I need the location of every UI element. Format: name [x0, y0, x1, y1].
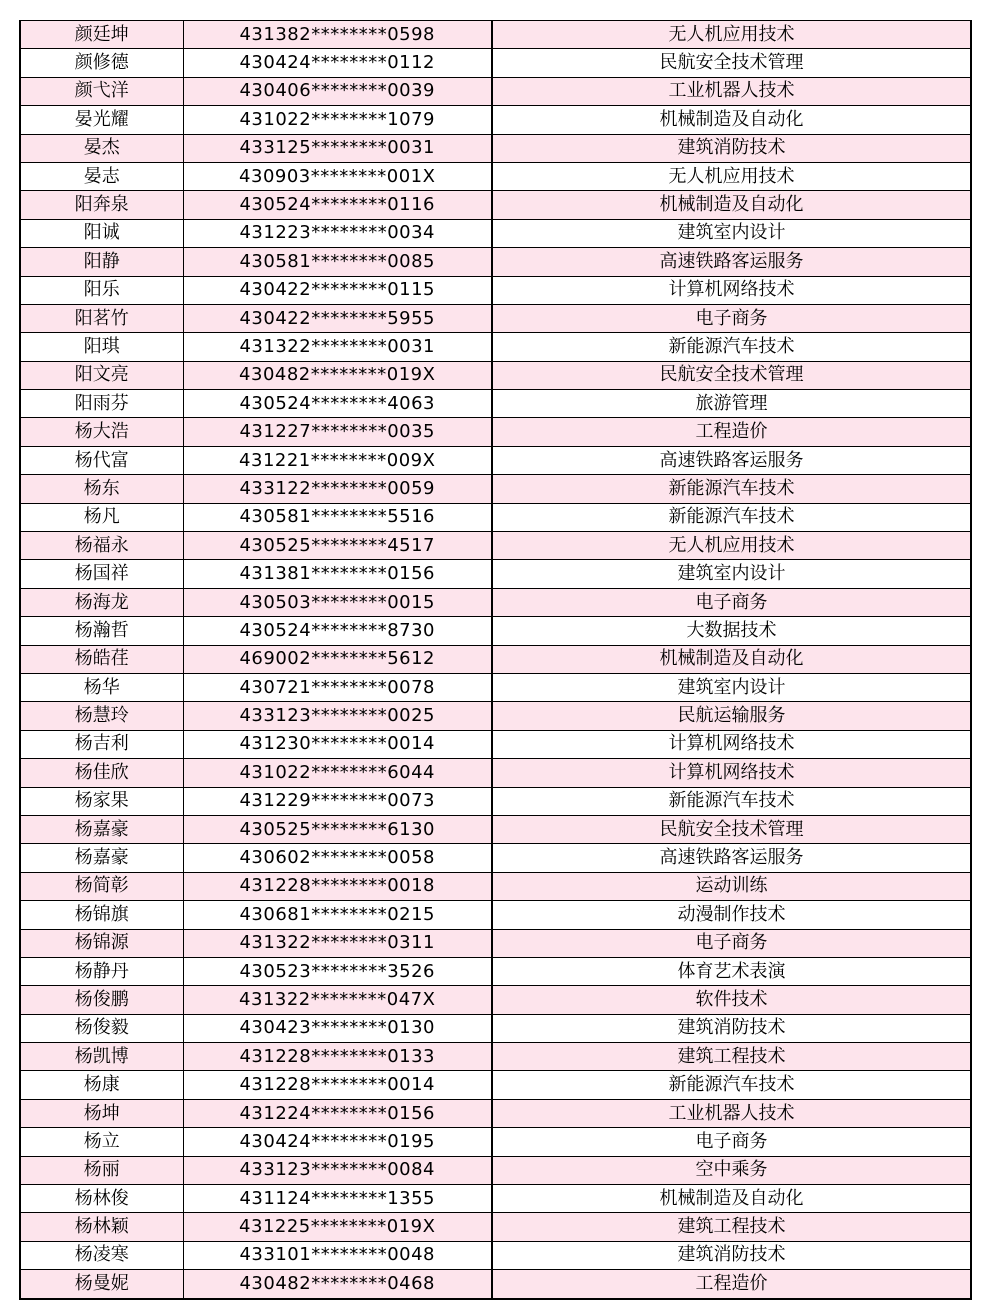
- major-cell: 工程造价: [492, 418, 971, 446]
- name-cell: 杨嘉豪: [20, 844, 183, 872]
- major-cell: 机械制造及自动化: [492, 106, 971, 134]
- id-number-cell: 430524********0116: [183, 191, 492, 219]
- id-number-cell: 431230********0014: [183, 730, 492, 758]
- id-number-cell: 430482********0468: [183, 1270, 492, 1299]
- id-number-cell: 430422********0115: [183, 276, 492, 304]
- name-cell: 杨锦源: [20, 929, 183, 957]
- major-cell: 民航安全技术管理: [492, 361, 971, 389]
- name-cell: 阳乐: [20, 276, 183, 304]
- name-cell: 杨东: [20, 475, 183, 503]
- name-cell: 晏杰: [20, 134, 183, 162]
- table-row: [20, 1185, 971, 1213]
- name-cell: 阳静: [20, 248, 183, 276]
- name-cell: 杨丽: [20, 1156, 183, 1184]
- table-row: [20, 617, 971, 645]
- table-row: [20, 418, 971, 446]
- id-number-cell: 431382********0598: [183, 21, 492, 49]
- major-cell: 软件技术: [492, 986, 971, 1014]
- name-cell: 阳奔泉: [20, 191, 183, 219]
- major-cell: 新能源汽车技术: [492, 1071, 971, 1099]
- major-cell: 体育艺术表演: [492, 957, 971, 985]
- name-cell: 杨林俊: [20, 1185, 183, 1213]
- table-row: [20, 361, 971, 389]
- major-cell: 工业机器人技术: [492, 77, 971, 105]
- table-row: [20, 1213, 971, 1241]
- id-number-cell: 430525********4517: [183, 532, 492, 560]
- id-number-cell: 431228********0014: [183, 1071, 492, 1099]
- table-row: [20, 532, 971, 560]
- name-cell: 杨凯博: [20, 1043, 183, 1071]
- major-cell: 建筑消防技术: [492, 1241, 971, 1269]
- name-cell: 杨林颖: [20, 1213, 183, 1241]
- table-body: [20, 21, 971, 1299]
- id-number-cell: 433123********0025: [183, 702, 492, 730]
- name-cell: 颜廷坤: [20, 21, 183, 49]
- id-number-cell: 430681********0215: [183, 901, 492, 929]
- major-cell: 机械制造及自动化: [492, 1185, 971, 1213]
- name-cell: 杨凌寒: [20, 1241, 183, 1269]
- major-cell: 高速铁路客运服务: [492, 446, 971, 474]
- id-number-cell: 431322********0031: [183, 333, 492, 361]
- major-cell: 新能源汽车技术: [492, 787, 971, 815]
- id-number-cell: 431227********0035: [183, 418, 492, 446]
- name-cell: 杨代富: [20, 446, 183, 474]
- name-cell: 杨俊毅: [20, 1014, 183, 1042]
- name-cell: 杨康: [20, 1071, 183, 1099]
- id-number-cell: 430422********5955: [183, 304, 492, 332]
- name-cell: 晏光耀: [20, 106, 183, 134]
- name-cell: 杨吉利: [20, 730, 183, 758]
- major-cell: 建筑室内设计: [492, 219, 971, 247]
- table-row: [20, 446, 971, 474]
- major-cell: 电子商务: [492, 1128, 971, 1156]
- name-cell: 晏志: [20, 162, 183, 190]
- id-number-cell: 431228********0018: [183, 872, 492, 900]
- name-cell: 杨简彰: [20, 872, 183, 900]
- table-row: [20, 730, 971, 758]
- table-row: [20, 1099, 971, 1127]
- table-row: [20, 1241, 971, 1269]
- table-row: [20, 844, 971, 872]
- major-cell: 高速铁路客运服务: [492, 844, 971, 872]
- id-number-cell: 430721********0078: [183, 673, 492, 701]
- major-cell: 建筑工程技术: [492, 1043, 971, 1071]
- table-row: [20, 1071, 971, 1099]
- id-number-cell: 431229********0073: [183, 787, 492, 815]
- table-row: [20, 134, 971, 162]
- table-row: [20, 872, 971, 900]
- name-cell: 杨国祥: [20, 560, 183, 588]
- table-row: [20, 957, 971, 985]
- id-number-cell: 431223********0034: [183, 219, 492, 247]
- major-cell: 无人机应用技术: [492, 21, 971, 49]
- name-cell: 杨嘉豪: [20, 815, 183, 843]
- id-number-cell: 433122********0059: [183, 475, 492, 503]
- id-number-cell: 430581********5516: [183, 503, 492, 531]
- name-cell: 杨锦旗: [20, 901, 183, 929]
- major-cell: 大数据技术: [492, 617, 971, 645]
- table-row: [20, 929, 971, 957]
- id-number-cell: 430423********0130: [183, 1014, 492, 1042]
- name-cell: 杨华: [20, 673, 183, 701]
- id-number-cell: 431225********019X: [183, 1213, 492, 1241]
- id-number-cell: 430406********0039: [183, 77, 492, 105]
- id-number-cell: 430503********0015: [183, 588, 492, 616]
- name-cell: 杨瀚哲: [20, 617, 183, 645]
- name-cell: 阳文亮: [20, 361, 183, 389]
- table-row: [20, 787, 971, 815]
- table-row: [20, 1156, 971, 1184]
- major-cell: 无人机应用技术: [492, 532, 971, 560]
- id-number-cell: 433125********0031: [183, 134, 492, 162]
- id-number-cell: 433101********0048: [183, 1241, 492, 1269]
- name-cell: 杨海龙: [20, 588, 183, 616]
- id-number-cell: 430424********0195: [183, 1128, 492, 1156]
- name-cell: 杨大浩: [20, 418, 183, 446]
- table-row: [20, 475, 971, 503]
- major-cell: 电子商务: [492, 304, 971, 332]
- id-number-cell: 430602********0058: [183, 844, 492, 872]
- id-number-cell: 430424********0112: [183, 49, 492, 77]
- id-number-cell: 431224********0156: [183, 1099, 492, 1127]
- id-number-cell: 430523********3526: [183, 957, 492, 985]
- major-cell: 电子商务: [492, 929, 971, 957]
- major-cell: 民航安全技术管理: [492, 49, 971, 77]
- name-cell: 阳琪: [20, 333, 183, 361]
- major-cell: 计算机网络技术: [492, 276, 971, 304]
- major-cell: 计算机网络技术: [492, 759, 971, 787]
- name-cell: 颜弋洋: [20, 77, 183, 105]
- major-cell: 工程造价: [492, 1270, 971, 1299]
- id-number-cell: 469002********5612: [183, 645, 492, 673]
- id-number-cell: 430524********4063: [183, 390, 492, 418]
- table-row: [20, 673, 971, 701]
- table-row: [20, 191, 971, 219]
- name-cell: 杨凡: [20, 503, 183, 531]
- id-number-cell: 433123********0084: [183, 1156, 492, 1184]
- major-cell: 建筑消防技术: [492, 1014, 971, 1042]
- name-cell: 杨立: [20, 1128, 183, 1156]
- table-row: [20, 248, 971, 276]
- major-cell: 电子商务: [492, 588, 971, 616]
- major-cell: 无人机应用技术: [492, 162, 971, 190]
- major-cell: 动漫制作技术: [492, 901, 971, 929]
- table-row: [20, 503, 971, 531]
- id-number-cell: 431381********0156: [183, 560, 492, 588]
- name-cell: 阳诚: [20, 219, 183, 247]
- table-row: [20, 1043, 971, 1071]
- id-number-cell: 430903********001X: [183, 162, 492, 190]
- id-number-cell: 430581********0085: [183, 248, 492, 276]
- major-cell: 新能源汽车技术: [492, 503, 971, 531]
- major-cell: 空中乘务: [492, 1156, 971, 1184]
- major-cell: 旅游管理: [492, 390, 971, 418]
- id-number-cell: 431228********0133: [183, 1043, 492, 1071]
- major-cell: 新能源汽车技术: [492, 333, 971, 361]
- table-row: [20, 986, 971, 1014]
- name-cell: 杨坤: [20, 1099, 183, 1127]
- student-table: [19, 20, 972, 1300]
- table-row: [20, 1270, 971, 1299]
- table-row: [20, 219, 971, 247]
- name-cell: 杨福永: [20, 532, 183, 560]
- id-number-cell: 431221********009X: [183, 446, 492, 474]
- id-number-cell: 431322********047X: [183, 986, 492, 1014]
- table-row: [20, 645, 971, 673]
- id-number-cell: 430525********6130: [183, 815, 492, 843]
- major-cell: 运动训练: [492, 872, 971, 900]
- major-cell: 民航安全技术管理: [492, 815, 971, 843]
- major-cell: 计算机网络技术: [492, 730, 971, 758]
- table-row: [20, 702, 971, 730]
- id-number-cell: 431322********0311: [183, 929, 492, 957]
- major-cell: 建筑室内设计: [492, 673, 971, 701]
- major-cell: 建筑工程技术: [492, 1213, 971, 1241]
- table-row: [20, 815, 971, 843]
- table-row: [20, 21, 971, 49]
- id-number-cell: 431022********1079: [183, 106, 492, 134]
- table-row: [20, 759, 971, 787]
- name-cell: 杨曼妮: [20, 1270, 183, 1299]
- table-row: [20, 49, 971, 77]
- major-cell: 建筑消防技术: [492, 134, 971, 162]
- table-row: [20, 276, 971, 304]
- table-row: [20, 304, 971, 332]
- id-number-cell: 431022********6044: [183, 759, 492, 787]
- table-row: [20, 333, 971, 361]
- id-number-cell: 430524********8730: [183, 617, 492, 645]
- major-cell: 民航运输服务: [492, 702, 971, 730]
- name-cell: 颜修德: [20, 49, 183, 77]
- table-row: [20, 588, 971, 616]
- name-cell: 阳茗竹: [20, 304, 183, 332]
- name-cell: 杨佳欣: [20, 759, 183, 787]
- table-row: [20, 901, 971, 929]
- table-row: [20, 162, 971, 190]
- major-cell: 机械制造及自动化: [492, 191, 971, 219]
- name-cell: 杨家果: [20, 787, 183, 815]
- table-row: [20, 106, 971, 134]
- name-cell: 阳雨芬: [20, 390, 183, 418]
- name-cell: 杨慧玲: [20, 702, 183, 730]
- major-cell: 高速铁路客运服务: [492, 248, 971, 276]
- major-cell: 机械制造及自动化: [492, 645, 971, 673]
- id-number-cell: 430482********019X: [183, 361, 492, 389]
- name-cell: 杨俊鹏: [20, 986, 183, 1014]
- name-cell: 杨皓荏: [20, 645, 183, 673]
- table-row: [20, 77, 971, 105]
- table-row: [20, 390, 971, 418]
- id-number-cell: 431124********1355: [183, 1185, 492, 1213]
- major-cell: 工业机器人技术: [492, 1099, 971, 1127]
- major-cell: 新能源汽车技术: [492, 475, 971, 503]
- name-cell: 杨静丹: [20, 957, 183, 985]
- table-row: [20, 1128, 971, 1156]
- table-row: [20, 560, 971, 588]
- major-cell: 建筑室内设计: [492, 560, 971, 588]
- table-row: [20, 1014, 971, 1042]
